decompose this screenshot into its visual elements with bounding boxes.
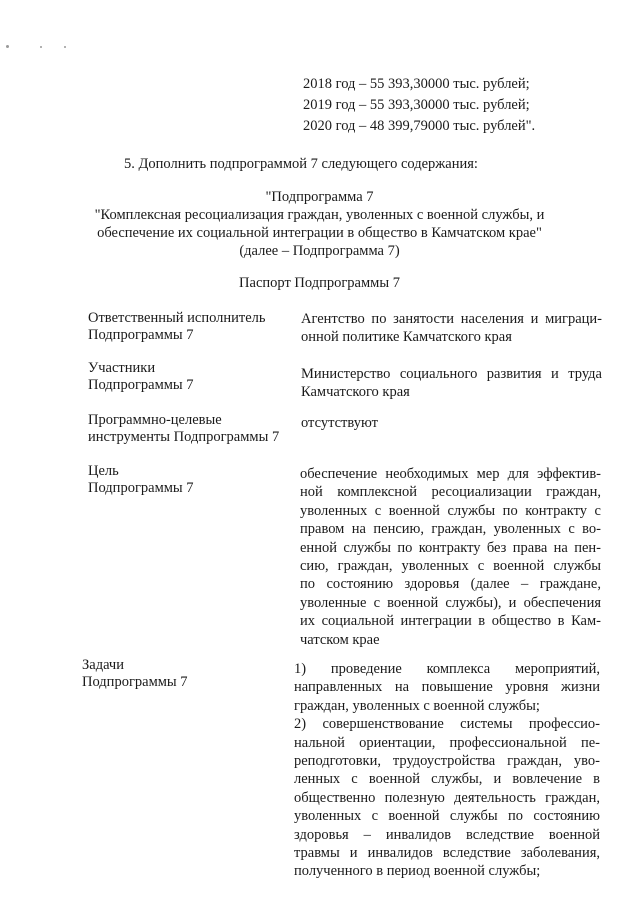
value-line: онной политике Камчатского края bbox=[301, 329, 512, 346]
value-line: ной комплексной ресоциализации граждан, bbox=[300, 484, 601, 501]
row-label: Подпрограммы 7 bbox=[88, 377, 194, 393]
row-value-executor bbox=[301, 310, 602, 347]
row-label: Подпрограммы 7 bbox=[88, 327, 194, 343]
subprogram-title: "Подпрограмма 7 bbox=[265, 189, 374, 205]
year-line: 2020 год – 48 399,79000 тыс. рублей". bbox=[303, 118, 536, 134]
value-line: направленных на повышение уровня жизни bbox=[294, 679, 600, 696]
scan-speck bbox=[6, 45, 9, 48]
value-line: уволенные с военной службы), и обеспечения bbox=[300, 594, 601, 611]
value-line: правом на пенсию, граждан, уволенных с во- bbox=[300, 521, 601, 538]
row-label: Программно-целевые bbox=[88, 412, 222, 428]
value-line: Камчатского края bbox=[301, 384, 410, 401]
value-line: уволенных с военной службы по контракту с bbox=[300, 502, 601, 519]
year-line: 2019 год – 55 393,30000 тыс. рублей; bbox=[303, 97, 530, 113]
value-line: здоровья – инвалидов вследствие военной bbox=[294, 826, 600, 843]
row-label: Ответственный исполнитель bbox=[88, 310, 266, 326]
scan-speck bbox=[64, 46, 66, 48]
row-label: Участники bbox=[88, 360, 156, 376]
value-line: 2) совершенствование системы профессио- bbox=[294, 716, 600, 733]
value-line: по состоянию здоровья (далее – граждане, bbox=[300, 576, 601, 593]
row-label: Цель bbox=[88, 463, 119, 479]
row-value-goal bbox=[300, 465, 601, 649]
value-line: реподготовки, трудоустройства граждан, уво- bbox=[294, 753, 600, 770]
value-line: сию, граждан, уволенных с военной службы bbox=[300, 558, 601, 575]
row-value-instruments bbox=[301, 414, 602, 432]
scan-speck bbox=[40, 46, 42, 48]
value-line: ленных с военной службы, и вовлечение в bbox=[294, 771, 600, 788]
value-line: Министерство социального развития и труда bbox=[301, 366, 602, 382]
value-line: их социальной интеграции в общество в Кам- bbox=[300, 613, 601, 630]
value-line: полученного в период военной службы; bbox=[294, 863, 541, 880]
value-line: нальной ориентации, профессиональной пе- bbox=[294, 734, 600, 751]
subprogram-note: (далее – Подпрограмма 7) bbox=[239, 243, 400, 259]
value-line: 1) проведение комплекса мероприятий, bbox=[294, 661, 600, 677]
row-label: инструменты Подпрограммы 7 bbox=[88, 429, 280, 445]
value-line: травмы и инвалидов вследствие заболевания, bbox=[294, 845, 600, 862]
value-line: отсутствуют bbox=[301, 415, 378, 431]
item-5-text: 5. Дополнить подпрограммой 7 следующего содержания: bbox=[124, 156, 478, 172]
value-line: граждан, уволенных с военной службы; bbox=[294, 697, 540, 714]
row-value-participants bbox=[301, 365, 602, 402]
value-line: Агентство по занятости населения и миграци- bbox=[301, 311, 602, 327]
value-line: обеспечение необходимых мер для эффектив- bbox=[300, 466, 601, 482]
value-line: уволенных с военной службы по состоянию bbox=[294, 808, 600, 825]
row-label: Подпрограммы 7 bbox=[88, 480, 194, 496]
row-label: Подпрограммы 7 bbox=[82, 674, 188, 690]
year-line: 2018 год – 55 393,30000 тыс. рублей; bbox=[303, 76, 530, 92]
passport-heading: Паспорт Подпрограммы 7 bbox=[239, 275, 400, 291]
subprogram-name-line: обеспечение их социальной интеграции в общество в Камчатском крае" bbox=[97, 225, 542, 241]
row-value-tasks bbox=[294, 660, 600, 881]
subprogram-name-line: "Комплексная ресоциализация граждан, уволенных с военной службы, и bbox=[94, 207, 545, 223]
row-label: Задачи bbox=[82, 657, 124, 673]
value-line: чатском крае bbox=[300, 631, 380, 648]
value-line: общественно полезную деятельность граждан, bbox=[294, 789, 600, 806]
value-line: енной службы по контракту без права на пен- bbox=[300, 539, 601, 556]
